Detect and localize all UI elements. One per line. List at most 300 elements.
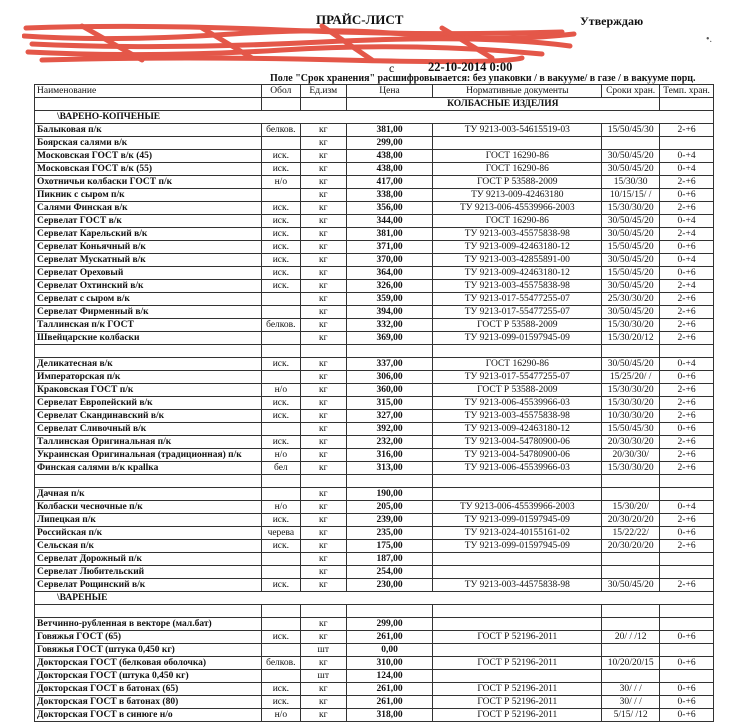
storage-term: 10/15/15/ / xyxy=(602,189,660,202)
price: 124,00 xyxy=(346,670,433,683)
product-name xyxy=(35,345,262,358)
product-name xyxy=(35,605,262,618)
normative-doc xyxy=(433,137,602,150)
storage-term: 30/50/45/20 xyxy=(602,280,660,293)
table-row xyxy=(35,124,714,137)
unit: кг xyxy=(301,410,347,423)
storage-term: 15/50/45/20 xyxy=(602,241,660,254)
casing-type xyxy=(261,553,300,566)
product-name: Сервелат Ореховый xyxy=(35,267,262,280)
table-row xyxy=(35,345,714,358)
table-row xyxy=(35,371,714,384)
table-row xyxy=(35,696,714,709)
price: 299,00 xyxy=(346,618,433,631)
edge-mark: •. xyxy=(706,34,713,45)
storage-temp: 0-+4 xyxy=(660,254,714,267)
normative-doc: ТУ 9213-004-54780900-06 xyxy=(433,449,602,462)
product-name: Сервелат с сыром в/к xyxy=(35,293,262,306)
unit: кг xyxy=(301,566,347,579)
table-row xyxy=(35,423,714,436)
unit: кг xyxy=(301,696,347,709)
normative-doc: ТУ 9213-003-54615519-03 xyxy=(433,124,602,137)
unit: кг xyxy=(301,579,347,592)
storage-term: 30/50/45/20 xyxy=(602,228,660,241)
storage-temp xyxy=(660,137,714,150)
table-row xyxy=(35,358,714,371)
storage-term: 15/50/45/30 xyxy=(602,124,660,137)
table-row xyxy=(35,228,714,241)
section-blank xyxy=(35,98,262,111)
product-name: Боярская салями в/к xyxy=(35,137,262,150)
storage-term xyxy=(602,475,660,488)
casing-type: черева xyxy=(261,527,300,540)
casing-type xyxy=(261,488,300,501)
col-docs: Нормативные документы xyxy=(433,85,602,98)
normative-doc: ТУ 9213-003-45575838-98 xyxy=(433,280,602,293)
casing-type: иск. xyxy=(261,540,300,553)
col-obol: Обол xyxy=(261,85,300,98)
casing-type: иск. xyxy=(261,397,300,410)
normative-doc: ТУ 9213-003-42855891-00 xyxy=(433,254,602,267)
table-row xyxy=(35,150,714,163)
normative-doc: ТУ 9213-099-01597945-09 xyxy=(433,514,602,527)
storage-temp: 2-+6 xyxy=(660,410,714,423)
normative-doc: ГОСТ Р 52196-2011 xyxy=(433,631,602,644)
price: 371,00 xyxy=(346,241,433,254)
normative-doc: ТУ 9213-009-42463180 xyxy=(433,189,602,202)
casing-type: н/о xyxy=(261,384,300,397)
price: 394,00 xyxy=(346,306,433,319)
storage-temp: 2-+6 xyxy=(660,514,714,527)
price: 299,00 xyxy=(346,137,433,150)
product-name: Сервелат Европейский в/к xyxy=(35,397,262,410)
storage-temp: 2-+6 xyxy=(660,436,714,449)
storage-temp: 0-+6 xyxy=(660,371,714,384)
storage-temp: 2-+6 xyxy=(660,202,714,215)
storage-term: 30/50/45/20 xyxy=(602,358,660,371)
storage-term: 30/50/45/20 xyxy=(602,254,660,267)
storage-term: 15/50/45/30 xyxy=(602,423,660,436)
normative-doc: ГОСТ Р 53588-2009 xyxy=(433,384,602,397)
table-row xyxy=(35,670,714,683)
storage-temp: 2-+6 xyxy=(660,540,714,553)
price: 190,00 xyxy=(346,488,433,501)
normative-doc: ТУ 9213-017-55477255-07 xyxy=(433,371,602,384)
normative-doc: ГОСТ Р 53588-2009 xyxy=(433,319,602,332)
storage-temp: 0-+4 xyxy=(660,163,714,176)
normative-doc: ТУ 9213-099-01597945-09 xyxy=(433,540,602,553)
unit: кг xyxy=(301,501,347,514)
normative-doc: ГОСТ Р 52196-2011 xyxy=(433,696,602,709)
product-name: Дачная п/к xyxy=(35,488,262,501)
price: 315,00 xyxy=(346,397,433,410)
price: 316,00 xyxy=(346,449,433,462)
price-table xyxy=(34,84,714,722)
price: 369,00 xyxy=(346,332,433,345)
storage-temp: 0-+4 xyxy=(660,501,714,514)
storage-temp xyxy=(660,670,714,683)
unit: кг xyxy=(301,423,347,436)
unit: кг xyxy=(301,228,347,241)
unit: кг xyxy=(301,189,347,202)
storage-term: 30/50/45/20 xyxy=(602,150,660,163)
storage-temp: 2-+6 xyxy=(660,124,714,137)
storage-term: 15/30/30/20 xyxy=(602,202,660,215)
table-row xyxy=(35,254,714,267)
price: 0,00 xyxy=(346,644,433,657)
product-name: Сервелат Мускатный в/к xyxy=(35,254,262,267)
product-name: Российская п/к xyxy=(35,527,262,540)
storage-temp: 0-+4 xyxy=(660,150,714,163)
table-row xyxy=(35,306,714,319)
casing-type: иск. xyxy=(261,579,300,592)
normative-doc: ГОСТ 16290-86 xyxy=(433,163,602,176)
table-row xyxy=(35,449,714,462)
unit xyxy=(301,475,347,488)
normative-doc: ГОСТ Р 52196-2011 xyxy=(433,709,602,722)
casing-type: н/о xyxy=(261,449,300,462)
table-row xyxy=(35,657,714,670)
price: 313,00 xyxy=(346,462,433,475)
table-row xyxy=(35,683,714,696)
table-row xyxy=(35,618,714,631)
price: 337,00 xyxy=(346,358,433,371)
storage-term xyxy=(602,644,660,657)
unit: кг xyxy=(301,241,347,254)
table-row xyxy=(35,202,714,215)
storage-term xyxy=(602,488,660,501)
unit: кг xyxy=(301,436,347,449)
table-row xyxy=(35,293,714,306)
price: 360,00 xyxy=(346,384,433,397)
price: 364,00 xyxy=(346,267,433,280)
product-name: Докторская ГОСТ в батонах (80) xyxy=(35,696,262,709)
casing-type xyxy=(261,475,300,488)
storage-term: 10/20/20/15 xyxy=(602,657,660,670)
casing-type xyxy=(261,670,300,683)
product-name: Московская ГОСТ в/к (45) xyxy=(35,150,262,163)
storage-term xyxy=(602,137,660,150)
product-name: Говяжья ГОСТ (65) xyxy=(35,631,262,644)
product-name: Таллинская п/к ГОСТ xyxy=(35,319,262,332)
storage-temp: 0-+6 xyxy=(660,657,714,670)
price: 175,00 xyxy=(346,540,433,553)
unit: кг xyxy=(301,449,347,462)
storage-term: 20/30/30/20 xyxy=(602,436,660,449)
product-name: Сервелат Коньячный в/к xyxy=(35,241,262,254)
casing-type: иск. xyxy=(261,631,300,644)
storage-term: 15/22/22/ xyxy=(602,527,660,540)
storage-temp xyxy=(660,475,714,488)
price: 205,00 xyxy=(346,501,433,514)
unit: шт xyxy=(301,670,347,683)
unit xyxy=(301,345,347,358)
storage-temp: 0-+6 xyxy=(660,696,714,709)
table-row xyxy=(35,631,714,644)
table-row xyxy=(35,410,714,423)
table-header xyxy=(35,85,714,98)
approve-label: Утверждаю xyxy=(580,14,644,28)
storage-temp xyxy=(660,644,714,657)
casing-type: белков. xyxy=(261,657,300,670)
storage-temp xyxy=(660,618,714,631)
unit: кг xyxy=(301,384,347,397)
storage-temp: 2-+6 xyxy=(660,397,714,410)
storage-temp xyxy=(660,566,714,579)
normative-doc: ТУ 9213-099-01597945-09 xyxy=(433,332,602,345)
casing-type xyxy=(261,605,300,618)
product-name: Сервелат Фирменный в/к xyxy=(35,306,262,319)
storage-term: 25/30/30/20 xyxy=(602,293,660,306)
table-row xyxy=(35,553,714,566)
unit: кг xyxy=(301,163,347,176)
product-name: Липецкая п/к xyxy=(35,514,262,527)
product-name: Сервелат Дорожный п/к xyxy=(35,553,262,566)
normative-doc xyxy=(433,618,602,631)
price: 417,00 xyxy=(346,176,433,189)
unit: кг xyxy=(301,488,347,501)
casing-type xyxy=(261,293,300,306)
normative-doc: ТУ 9213-017-55477255-07 xyxy=(433,293,602,306)
unit: кг xyxy=(301,176,347,189)
normative-doc: ТУ 9213-003-45575838-98 xyxy=(433,410,602,423)
casing-type: белков. xyxy=(261,319,300,332)
unit: кг xyxy=(301,657,347,670)
casing-type: иск. xyxy=(261,514,300,527)
unit: кг xyxy=(301,527,347,540)
product-name: Сервелат Охтинский в/к xyxy=(35,280,262,293)
col-price: Цена xyxy=(346,85,433,98)
normative-doc: ТУ 9213-006-45539966-2003 xyxy=(433,501,602,514)
storage-term: 20/30/30/ xyxy=(602,449,660,462)
unit: кг xyxy=(301,280,347,293)
table-row xyxy=(35,644,714,657)
unit: кг xyxy=(301,319,347,332)
normative-doc: ТУ 9213-003-45575838-98 xyxy=(433,228,602,241)
unit: кг xyxy=(301,553,347,566)
price: 370,00 xyxy=(346,254,433,267)
normative-doc: ГОСТ Р 52196-2011 xyxy=(433,683,602,696)
table-row xyxy=(35,488,714,501)
normative-doc: ТУ 9213-024-40155161-02 xyxy=(433,527,602,540)
normative-doc: ТУ 9213-006-45539966-2003 xyxy=(433,202,602,215)
storage-note: Поле "Срок хранения" расшифровывается: без упаковки / в вакууме/ в газе / в вакууме порц. xyxy=(270,73,696,84)
unit: кг xyxy=(301,124,347,137)
price: 310,00 xyxy=(346,657,433,670)
unit: шт xyxy=(301,644,347,657)
storage-term xyxy=(602,670,660,683)
price: 438,00 xyxy=(346,150,433,163)
storage-term: 30/50/45/20 xyxy=(602,579,660,592)
table-row xyxy=(35,605,714,618)
normative-doc: ТУ 9213-009-42463180-12 xyxy=(433,241,602,254)
casing-type: иск. xyxy=(261,280,300,293)
unit: кг xyxy=(301,358,347,371)
table-row xyxy=(35,462,714,475)
page-title: ПРАЙС-ЛИСТ xyxy=(316,12,404,27)
storage-temp: 2-+6 xyxy=(660,579,714,592)
section-title: КОЛБАСНЫЕ ИЗДЕЛИЯ xyxy=(346,98,660,111)
section-blank xyxy=(301,98,347,111)
storage-temp xyxy=(660,488,714,501)
col-term: Сроки хран. xyxy=(602,85,660,98)
price: 239,00 xyxy=(346,514,433,527)
price: 338,00 xyxy=(346,189,433,202)
unit: кг xyxy=(301,215,347,228)
casing-type xyxy=(261,332,300,345)
unit xyxy=(301,605,347,618)
product-name: Финская салями в/к крallка xyxy=(35,462,262,475)
storage-temp: 2-+6 xyxy=(660,319,714,332)
storage-term: 15/30/30/20 xyxy=(602,319,660,332)
storage-temp: 0-+4 xyxy=(660,358,714,371)
unit: кг xyxy=(301,150,347,163)
unit: кг xyxy=(301,462,347,475)
product-name: Деликатесная в/к xyxy=(35,358,262,371)
casing-type: иск. xyxy=(261,267,300,280)
price xyxy=(346,475,433,488)
storage-term: 30/ / / xyxy=(602,683,660,696)
storage-term: 30/50/45/20 xyxy=(602,163,660,176)
product-name: Докторская ГОСТ в батонах (65) xyxy=(35,683,262,696)
product-name: Колбаски чесночные п/к xyxy=(35,501,262,514)
table-row xyxy=(35,241,714,254)
col-name: Наименование xyxy=(35,85,262,98)
normative-doc xyxy=(433,345,602,358)
storage-temp: 2-+6 xyxy=(660,176,714,189)
storage-temp: 2-+6 xyxy=(660,462,714,475)
price: 254,00 xyxy=(346,566,433,579)
unit: кг xyxy=(301,540,347,553)
price: 261,00 xyxy=(346,631,433,644)
price: 326,00 xyxy=(346,280,433,293)
price: 318,00 xyxy=(346,709,433,722)
price: 392,00 xyxy=(346,423,433,436)
unit: кг xyxy=(301,267,347,280)
normative-doc: ГОСТ Р 52196-2011 xyxy=(433,657,602,670)
storage-term: 20/30/20/20 xyxy=(602,514,660,527)
normative-doc xyxy=(433,670,602,683)
product-name: Императорская п/к xyxy=(35,371,262,384)
table-row xyxy=(35,332,714,345)
casing-type: бел xyxy=(261,462,300,475)
table-row xyxy=(35,579,714,592)
normative-doc xyxy=(433,553,602,566)
group-title: \ВАРЕНО-КОПЧЕНЫЕ xyxy=(35,111,714,124)
group-row xyxy=(35,111,714,124)
storage-temp: 0-+6 xyxy=(660,189,714,202)
storage-temp: 2-+6 xyxy=(660,306,714,319)
normative-doc: ТУ 9213-009-42463180-12 xyxy=(433,423,602,436)
product-name: Сельская п/к xyxy=(35,540,262,553)
storage-term: 30/ / / xyxy=(602,696,660,709)
storage-term xyxy=(602,605,660,618)
casing-type xyxy=(261,423,300,436)
table-row xyxy=(35,514,714,527)
price: 381,00 xyxy=(346,124,433,137)
storage-term: 10/30/30/20 xyxy=(602,410,660,423)
col-unit: Ед.изм xyxy=(301,85,347,98)
casing-type: иск. xyxy=(261,254,300,267)
table-row xyxy=(35,319,714,332)
normative-doc: ТУ 9213-003-44575838-98 xyxy=(433,579,602,592)
normative-doc xyxy=(433,605,602,618)
unit: кг xyxy=(301,202,347,215)
normative-doc xyxy=(433,475,602,488)
product-name: Пикник с сыром п/к xyxy=(35,189,262,202)
col-temp: Темп. хран. xyxy=(660,85,714,98)
product-name: Таллинская Оригинальная п/к xyxy=(35,436,262,449)
casing-type: н/о xyxy=(261,176,300,189)
casing-type xyxy=(261,371,300,384)
table-row xyxy=(35,540,714,553)
storage-term: 15/30/30 xyxy=(602,176,660,189)
casing-type: иск. xyxy=(261,163,300,176)
storage-term: 15/50/45/20 xyxy=(602,267,660,280)
normative-doc: ТУ 9213-009-42463180-12 xyxy=(433,267,602,280)
table-row xyxy=(35,501,714,514)
unit: кг xyxy=(301,332,347,345)
product-name: Сервелат Сливочный в/к xyxy=(35,423,262,436)
storage-temp: 2-+6 xyxy=(660,384,714,397)
casing-type xyxy=(261,345,300,358)
table-row xyxy=(35,527,714,540)
normative-doc xyxy=(433,644,602,657)
storage-term: 20/ / /12 xyxy=(602,631,660,644)
section-blank xyxy=(660,98,714,111)
storage-temp: 2-+6 xyxy=(660,332,714,345)
product-name: Украинская Оригинальная (традиционная) п/к xyxy=(35,449,262,462)
price: 187,00 xyxy=(346,553,433,566)
casing-type: белков. xyxy=(261,124,300,137)
redaction-scribble xyxy=(22,22,582,64)
product-name: Ветчинно-рубленная в векторе (мал.бат) xyxy=(35,618,262,631)
casing-type: иск. xyxy=(261,215,300,228)
price: 381,00 xyxy=(346,228,433,241)
storage-term: 15/30/30/20 xyxy=(602,462,660,475)
storage-term: 15/30/30/20 xyxy=(602,384,660,397)
casing-type: иск. xyxy=(261,683,300,696)
price: 359,00 xyxy=(346,293,433,306)
casing-type: н/о xyxy=(261,709,300,722)
price: 438,00 xyxy=(346,163,433,176)
product-name: Балыковая п/к xyxy=(35,124,262,137)
storage-temp xyxy=(660,605,714,618)
unit: кг xyxy=(301,514,347,527)
normative-doc xyxy=(433,488,602,501)
product-name: Охотничьи колбаски ГОСТ п/к xyxy=(35,176,262,189)
product-name: Докторская ГОСТ (штука 0,450 кг) xyxy=(35,670,262,683)
product-name: Докторская ГОСТ (белковая оболочка) xyxy=(35,657,262,670)
casing-type: иск. xyxy=(261,436,300,449)
table-row xyxy=(35,475,714,488)
casing-type xyxy=(261,566,300,579)
table-row xyxy=(35,436,714,449)
storage-temp: 0-+6 xyxy=(660,241,714,254)
table-row xyxy=(35,189,714,202)
normative-doc: ГОСТ 16290-86 xyxy=(433,150,602,163)
normative-doc: ТУ 9213-006-45539966-03 xyxy=(433,462,602,475)
unit: кг xyxy=(301,618,347,631)
table-row xyxy=(35,176,714,189)
normative-doc xyxy=(433,566,602,579)
unit: кг xyxy=(301,683,347,696)
price: 344,00 xyxy=(346,215,433,228)
casing-type: иск. xyxy=(261,150,300,163)
price: 261,00 xyxy=(346,696,433,709)
price: 261,00 xyxy=(346,683,433,696)
product-name: Докторская ГОСТ в синюге н/о xyxy=(35,709,262,722)
